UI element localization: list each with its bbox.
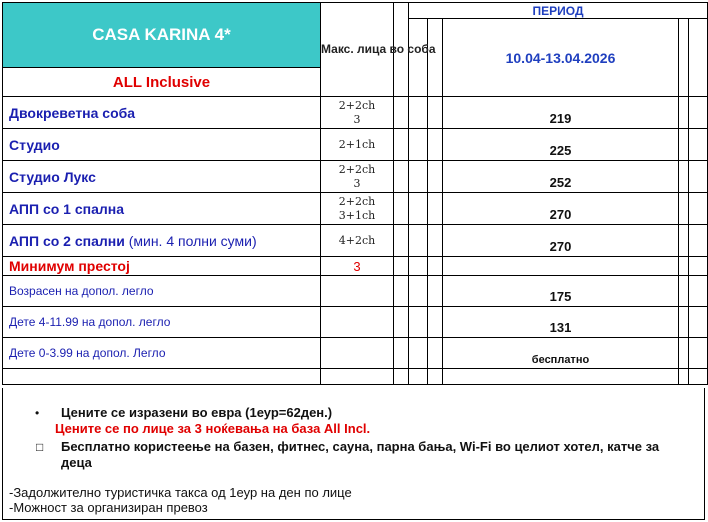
extra-bed-price: 175 bbox=[443, 276, 679, 307]
extra-bed-label: Дете 4-11.99 на допол. легло bbox=[3, 307, 321, 338]
note-free-amenities: Бесплатно користеење на базен, фитнес, сауна, парна бања, Wi-Fi во целиот хотел, катче за bbox=[61, 439, 660, 454]
table-row bbox=[3, 193, 708, 225]
hotel-name: CASA KARINA 4* bbox=[3, 3, 321, 68]
extra-bed-price: бесплатно bbox=[443, 338, 679, 369]
room-occupancy: 2+2ch 3+1ch bbox=[321, 193, 394, 225]
extra-bed-label: Дете 0-3.99 на допол. Легло bbox=[3, 338, 321, 369]
table-row bbox=[3, 161, 708, 193]
room-price: 270 bbox=[443, 193, 679, 225]
room-name: АПП со 2 спални (мин. 4 полни суми) bbox=[3, 225, 321, 257]
table-row bbox=[3, 307, 708, 338]
room-name: Студио Лукс bbox=[3, 161, 321, 193]
note-transfer: -Можност за организиран превоз bbox=[9, 500, 208, 515]
min-stay-row bbox=[3, 257, 708, 276]
room-occupancy: 2+2ch 3 bbox=[321, 97, 394, 129]
max-persons-header: Макс. лица во соба bbox=[321, 3, 394, 97]
min-stay-value: 3 bbox=[321, 257, 394, 276]
room-name: Двокреветна соба bbox=[3, 97, 321, 129]
period-dates: 10.04-13.04.2026 bbox=[443, 19, 679, 97]
table-row bbox=[3, 338, 708, 369]
room-price: 270 bbox=[443, 225, 679, 257]
table-row bbox=[3, 97, 708, 129]
table-row bbox=[3, 129, 708, 161]
notes-box bbox=[2, 388, 705, 520]
checkbox-bullet-icon: □ bbox=[36, 440, 44, 454]
room-name: АПП со 1 спална bbox=[3, 193, 321, 225]
note-currency: Цените се изразени во евра (1еур=62ден.) bbox=[61, 405, 333, 420]
extra-bed-price: 131 bbox=[443, 307, 679, 338]
board-type: ALL Inclusive bbox=[3, 68, 321, 97]
note-free-amenities-cont: деца bbox=[61, 455, 92, 470]
note-tourist-tax: -Задолжително туристичка такса од 1еур на ден по лице bbox=[9, 485, 352, 500]
extra-bed-label: Возрасен на допол. легло bbox=[3, 276, 321, 307]
period-header: ПЕРИОД bbox=[409, 3, 708, 19]
price-table bbox=[2, 2, 708, 385]
room-name: Студио bbox=[3, 129, 321, 161]
bullet-dot-icon: • bbox=[35, 406, 40, 420]
room-occupancy: 4+2ch bbox=[321, 225, 394, 257]
note-per-person: Цените се по лице за 3 ноќевања на база All Incl. bbox=[55, 421, 371, 436]
table-row bbox=[3, 225, 708, 257]
room-occupancy: 2+2ch 3 bbox=[321, 161, 394, 193]
room-occupancy: 2+1ch bbox=[321, 129, 394, 161]
room-price: 252 bbox=[443, 161, 679, 193]
table-row bbox=[3, 276, 708, 307]
min-stay-label: Минимум престој bbox=[3, 257, 321, 276]
room-note: (мин. 4 полни суми) bbox=[128, 232, 257, 249]
room-price: 219 bbox=[443, 97, 679, 129]
room-price: 225 bbox=[443, 129, 679, 161]
